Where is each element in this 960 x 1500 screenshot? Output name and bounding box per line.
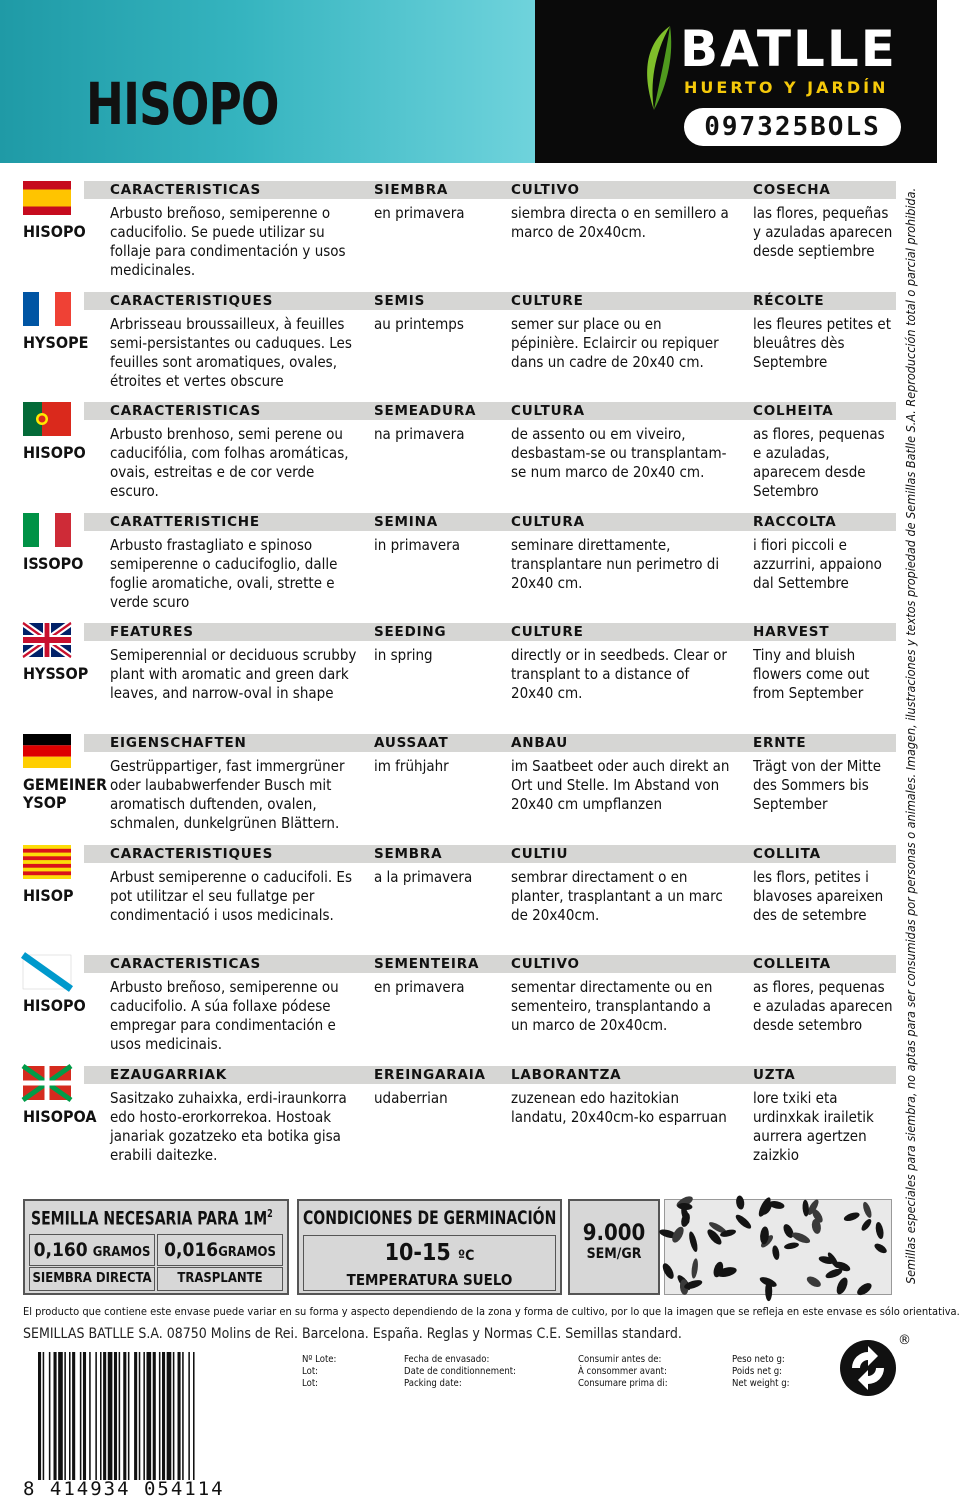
col-header-harvest: UZTA <box>753 1066 796 1083</box>
catalonia-flag <box>23 845 71 879</box>
col-header-sowing: SEMBRA <box>374 845 443 862</box>
seed <box>765 1281 772 1302</box>
col-header-harvest: RACCOLTA <box>753 513 837 530</box>
language-section <box>0 734 900 845</box>
col-header-sowing: SEEDING <box>374 624 447 641</box>
uk-flag <box>23 623 71 657</box>
direct-label: SIEMBRA DIRECTA <box>29 1267 155 1291</box>
barcode-bar <box>69 1352 71 1480</box>
barcode-bar <box>123 1352 126 1480</box>
col-header-features: CARACTERISTICAS <box>110 403 261 420</box>
barcode-bar <box>114 1352 117 1480</box>
col-header-features: CARACTERISTICAS <box>110 956 261 973</box>
brand-logo-text: BATLLE <box>680 20 897 78</box>
harvest-text: Trägt von der Mitte des Sommers bis September <box>753 757 882 813</box>
barcode-bar <box>95 1352 97 1480</box>
seed <box>680 1212 692 1228</box>
col-header-features: EIGENSCHAFTEN <box>110 735 247 751</box>
barcode-bar <box>72 1352 75 1480</box>
barcode-bar <box>147 1352 152 1480</box>
barcode-bar <box>58 1352 63 1480</box>
sowing-text: en primavera <box>374 204 465 222</box>
germany-flag <box>23 734 71 768</box>
barcode-bar <box>143 1352 145 1480</box>
col-header-harvest: COLLITA <box>753 845 821 862</box>
barcode-bar <box>83 1352 86 1480</box>
galicia-flag <box>23 955 71 989</box>
sowing-text: na primavera <box>374 425 465 444</box>
cultivation-text: seminare direttamente, transplantare nun perimetro di 20x40 cm. <box>511 535 720 592</box>
barcode-bar <box>64 1352 66 1480</box>
cultivation-text: zuzenean edo hazitokian landatu, 20x40cm-ko esparruan <box>511 1088 727 1126</box>
barcode-bar <box>178 1352 181 1480</box>
harvest-text: Tiny and bluish flowers come out from September <box>753 646 870 703</box>
barcode-bar <box>43 1352 45 1480</box>
harvest-text: les flors, petites i blavoses apareixen des de setembre <box>753 867 884 924</box>
col-header-sowing: AUSSAAT <box>374 735 449 751</box>
barcode-bar <box>162 1352 165 1480</box>
language-plant-name: HISOPO <box>23 443 86 463</box>
language-section <box>0 402 900 513</box>
lot-col-3: Consumir antes de: À consommer avant: Consumare prima di: <box>578 1354 668 1389</box>
harvest-text: les fleures petites et bleuâtres dès Septembre <box>753 314 891 371</box>
seed-required-title: SEMILLA NECESARIA PARA $1M^2$ <box>31 1207 273 1230</box>
features-text: Gestrüppartiger, fast immergrüner oder laubabwerfender Busch mit aromatisch duftenden, ovalen, schmalen, dunkelgrünen Blättern. <box>110 757 345 832</box>
barcode-bar <box>173 1352 175 1480</box>
col-header-features: CARACTERISTIQUES <box>110 845 274 862</box>
features-text: Arbusto frastagliato e spinoso semiperenne o caducifoglio, dalle foglie aromatiche, ovali, strette e verde scuro <box>110 535 338 611</box>
language-section <box>0 623 900 734</box>
svg-text:®: ® <box>898 1333 911 1348</box>
features-text: Arbusto breñoso, semiperenne o caducifolio. Se puede utilizar su follaje para condimentación y usos medicinales. <box>110 204 346 279</box>
seed-count-box <box>568 1199 660 1295</box>
cultivation-text: siembra directa o en semillero a marco de 20x40cm. <box>511 204 729 241</box>
disclaimer-text: El producto que contiene este envase puede variar en su forma y aspecto dependiendo de la zona y forma de cultivo, por lo que la imagen que se refleja en este envase es sólo orientativa. <box>23 1305 960 1318</box>
barcode-bar <box>49 1352 51 1480</box>
barcode-bar <box>103 1352 106 1480</box>
barcode-bar <box>100 1352 102 1480</box>
sowing-text: au printemps <box>374 314 464 333</box>
side-legal-text: Semillas especiales para siembra, no aptas para ser consumidas por personas o animales. Imagen, ilustraciones y textos propiedad de Semillas Batlle S.A. Reproducción total o parcial prohibida. <box>903 187 918 1284</box>
sowing-text: a la primavera <box>374 867 473 886</box>
language-section <box>0 181 900 292</box>
features-text: Semiperennial or deciduous scrubby plant with aromatic and green dark leaves, and narrow-oval in shape <box>110 646 357 703</box>
col-header-cultivation: CULTIU <box>511 845 569 862</box>
language-plant-name: HISOPO <box>23 222 86 241</box>
germination-temp: 10-15 ºC TEMPERATURA SUELO <box>303 1235 556 1291</box>
col-header-features: FEATURES <box>110 624 194 641</box>
harvest-text: las flores, pequeñas y azuladas aparecen desde septiembre <box>753 204 893 260</box>
features-text: Arbusto brenhoso, semi perene ou caducifólia, com folhas aromáticas, ovais, estreitas e de cor verde escuro. <box>110 425 349 501</box>
seed <box>691 1258 699 1279</box>
col-header-sowing: SIEMBRA <box>374 182 449 198</box>
col-header-features: CARATTERISTICHE <box>110 513 260 530</box>
language-section <box>0 955 900 1066</box>
seed <box>834 1276 849 1296</box>
language-section <box>0 845 900 956</box>
col-header-harvest: ERNTE <box>753 735 807 751</box>
language-plant-name: HISOPOA <box>23 1106 97 1126</box>
col-header-harvest: COSECHA <box>753 182 831 198</box>
language-plant-name: GEMEINER YSOP <box>23 775 108 812</box>
barcode-bar <box>182 1352 184 1480</box>
barcode-bar <box>108 1352 113 1480</box>
col-header-cultivation: ANBAU <box>511 735 569 751</box>
cultivation-text: sembrar directament o en planter, trasplantant a un marc de 20x40cm. <box>511 867 723 924</box>
cultivation-text: sementar directamente ou en sementeiro, transplantando a un marco de 20x40cm. <box>511 978 713 1035</box>
barcode-bar <box>80 1352 82 1480</box>
seed <box>860 1217 873 1232</box>
seed <box>855 1281 874 1298</box>
col-header-features: EZAUGARRIAK <box>110 1066 228 1083</box>
col-header-sowing: SEMINA <box>374 513 438 530</box>
transplant-amount: 0,016GRAMOS <box>157 1234 283 1266</box>
direct-amount: 0,160 GRAMOS <box>29 1234 155 1266</box>
seed-count-value: 9.000 <box>582 1221 646 1246</box>
col-header-cultivation: CULTIVO <box>511 182 580 198</box>
col-header-harvest: HARVEST <box>753 624 830 641</box>
features-text: Arbust semiperenne o caducifoli. Es pot utilitzar el seu fullatge per condimentació i usos medicinals. <box>110 867 352 924</box>
col-header-cultivation: LABORANTZA <box>511 1066 622 1083</box>
col-header-sowing: SEMIS <box>374 292 426 309</box>
language-plant-name: HYSSOP <box>23 664 89 684</box>
seed <box>861 1201 873 1219</box>
sowing-text: en primavera <box>374 978 465 997</box>
barcode-bar <box>119 1352 121 1480</box>
package-header <box>0 0 937 163</box>
col-header-harvest: COLHEITA <box>753 403 834 420</box>
col-header-cultivation: CULTURA <box>511 403 585 420</box>
col-header-cultivation: CULTURE <box>511 292 584 309</box>
green-dot-recycle-icon <box>838 1332 911 1400</box>
seed <box>734 1213 753 1231</box>
transplant-label: TRASPLANTE <box>157 1267 283 1291</box>
col-header-cultivation: CULTIVO <box>511 956 580 973</box>
col-header-harvest: RÉCOLTE <box>753 292 825 309</box>
cultivation-text: semer sur place ou en pépinière. Eclaircir ou repiquer dans un cadre de 20x40 cm. <box>511 314 719 371</box>
barcode-bar <box>139 1352 141 1480</box>
language-section <box>0 1066 900 1177</box>
italy-flag <box>23 513 71 547</box>
language-plant-name: HYSOPE <box>23 332 89 352</box>
barcode-bar <box>128 1352 130 1480</box>
seed <box>735 1195 745 1210</box>
leaf-icon <box>640 24 676 112</box>
col-header-sowing: EREINGARAIA <box>374 1066 486 1083</box>
seed <box>805 1274 823 1289</box>
col-header-sowing: SEMEADURA <box>374 403 477 420</box>
language-section <box>0 513 900 624</box>
product-code: 097325BOLS <box>684 108 901 146</box>
sowing-text: im frühjahr <box>374 757 449 775</box>
seed <box>873 1242 889 1255</box>
sowing-text: udaberrian <box>374 1088 448 1107</box>
col-header-harvest: COLLEITA <box>753 956 831 973</box>
seed <box>771 1245 780 1261</box>
language-plant-name: HISOP <box>23 885 74 905</box>
harvest-text: as flores, pequenas e azuladas, aparecem desde Setembro <box>753 425 885 501</box>
germination-title: CONDICIONES DE GERMINACIÓN <box>303 1207 557 1229</box>
barcode <box>38 1352 262 1480</box>
lot-col-1: Nº Lote: Lot: Lot: <box>302 1354 337 1389</box>
barcode-bar <box>153 1352 156 1480</box>
harvest-text: i fiori piccoli e azzurrini, appaiono dal Settembre <box>753 535 882 592</box>
basque-flag <box>23 1066 71 1100</box>
barcode-bar <box>89 1352 91 1480</box>
language-plant-name: HISOPO <box>23 996 86 1016</box>
company-info: SEMILLAS BATLLE S.A. 08750 Molins de Rei. Barcelona. España. Reglas y Normas C.E. Semillas standard. <box>23 1326 682 1342</box>
portugal-flag <box>23 402 71 436</box>
spain-flag <box>23 181 71 215</box>
cultivation-text: im Saatbeet oder auch direkt an Ort und Stelle. Im Abstand von 20x40 cm umpflanzen <box>511 757 730 813</box>
barcode-digits: 8 414934 054114 <box>23 1478 225 1500</box>
seed <box>874 1221 884 1239</box>
barcode-bar <box>159 1352 161 1480</box>
lot-col-4: Peso neto g: Poids net g: Net weight g: <box>732 1354 790 1389</box>
features-text: Arbusto breñoso, semiperenne ou caducifolio. A súa follaxe pódese empregar para condimentación e usos medicinais. <box>110 978 339 1054</box>
product-title: HISOPO <box>86 70 279 138</box>
language-section <box>0 292 900 403</box>
barcode-bar <box>134 1352 137 1480</box>
seeds-photo <box>664 1199 892 1295</box>
seed <box>784 1241 800 1250</box>
cultivation-text: de assento ou em viveiro, desbastam-se ou transplantam-se num marco de 20x40 cm. <box>511 425 727 482</box>
language-plant-name: ISSOPO <box>23 553 84 573</box>
features-text: Arbrisseau broussailleux, à feuilles semi-persistantes ou caduques. Les feuilles sont aromatiques, ovales, étroites et vertes obscure <box>110 314 352 390</box>
brand-subtitle: HUERTO Y JARDÍN <box>684 78 889 97</box>
col-header-cultivation: CULTURA <box>511 513 585 530</box>
barcode-bar <box>193 1352 195 1480</box>
features-text: Sasitzako zuhaixka, erdi-iraunkorra edo hosto-erorkorrekoa. Hostoak janariak gozatzeko eta botika gisa erabili daitezke. <box>110 1088 347 1164</box>
col-header-features: CARACTERISTIQUES <box>110 292 274 309</box>
harvest-text: lore txiki eta urdinxkak irailetik aurrera agertzen zaizkio <box>753 1088 874 1164</box>
france-flag <box>23 292 71 326</box>
sowing-text: in primavera <box>374 535 460 554</box>
sowing-text: in spring <box>374 646 433 665</box>
seed <box>843 1211 861 1223</box>
barcode-bar <box>188 1352 190 1480</box>
col-header-cultivation: CULTURE <box>511 624 584 641</box>
cultivation-text: directly or in seedbeds. Clear or transplant to a distance of 20x40 cm. <box>511 646 727 703</box>
lot-col-2: Fecha de envasado: Date de conditionnement: Packing date: <box>404 1354 516 1389</box>
germination-box <box>297 1199 562 1295</box>
seed <box>661 1262 676 1281</box>
barcode-bar <box>167 1352 172 1480</box>
col-header-sowing: SEMENTEIRA <box>374 956 480 973</box>
harvest-text: as flores, pequenas e azuladas aparecen desde setembro <box>753 978 893 1035</box>
seed <box>687 1231 699 1253</box>
barcode-bar <box>38 1352 41 1480</box>
seed-required-box <box>23 1199 289 1295</box>
seed-count-unit: SEM/GR <box>586 1246 642 1262</box>
col-header-features: CARACTERISTICAS <box>110 182 261 198</box>
barcode-bar <box>54 1352 57 1480</box>
